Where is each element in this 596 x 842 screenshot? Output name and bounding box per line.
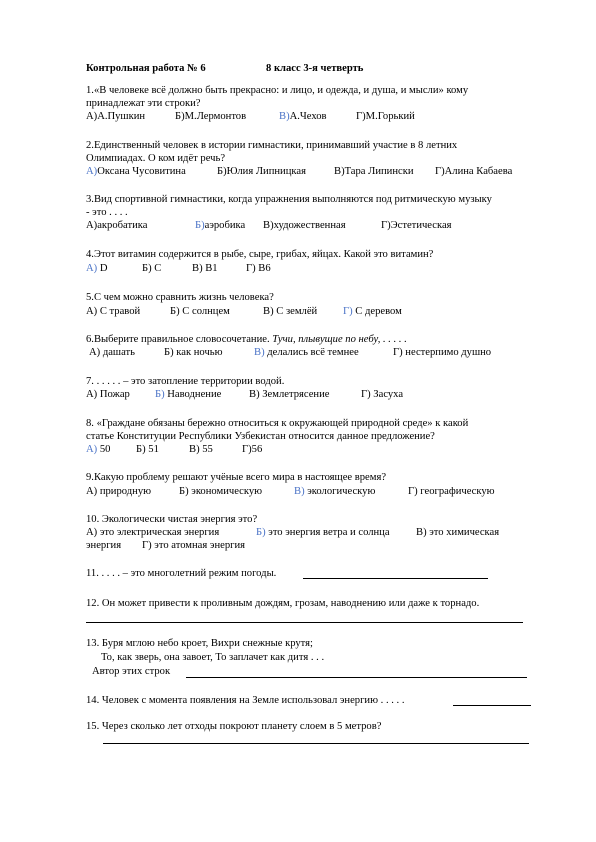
question-italic-phrase: Тучи, плывущие по небу, . . . . . <box>272 334 407 345</box>
option-d: Г) Засуха <box>361 389 404 400</box>
option-c: В) делались всё темнее <box>254 347 359 358</box>
option-d: Г) В6 <box>246 263 271 274</box>
option-a: А) природную <box>86 486 152 497</box>
option-d: Г) С деревом <box>343 306 402 317</box>
option-b: Б) С <box>142 263 162 274</box>
option-d: Г)Эстетическая <box>381 220 452 231</box>
question-text: 12. Он может привести к проливным дождям, грозам, наводнению или даже к торнадо. <box>86 598 480 609</box>
answer-line[interactable] <box>186 677 527 678</box>
question-text: 7. . . . . . – это затопление территории водой. <box>86 376 285 387</box>
option-a: А) это электрическая энергия <box>86 527 220 538</box>
option-b: Б) С солнцем <box>170 306 230 317</box>
question-text: 10. Экологически чистая энергия это? <box>86 514 258 525</box>
answer-line[interactable] <box>303 578 488 579</box>
question-text: Олимпиадах. О ком идёт речь? <box>86 153 226 164</box>
option-a: А) D <box>86 263 108 274</box>
option-c: В)художественная <box>263 220 346 231</box>
option-d: Г) нестерпимо душно <box>393 347 492 358</box>
answer-line[interactable] <box>103 743 529 744</box>
question-text: 5.С чем можно сравнить жизнь человека? <box>86 292 274 303</box>
question-text: принадлежат эти строки? <box>86 98 201 109</box>
option-b: Б)аэробика <box>195 220 246 231</box>
option-d: Г)Алина Кабаева <box>435 166 513 177</box>
option-c: В) экологическую <box>294 486 376 497</box>
option-c: В) В1 <box>192 263 218 274</box>
option-a: А) дашать <box>89 347 135 358</box>
option-c: В) С землёй <box>263 306 318 317</box>
worksheet-title: Контрольная работа № 6 <box>86 63 206 74</box>
option-d: Г)56 <box>242 444 263 455</box>
option-b: Б)Юлия Липницкая <box>217 166 306 177</box>
option-c: В) это химическая <box>416 527 500 538</box>
option-a: А)акробатика <box>86 220 148 231</box>
question-text: 6.Выберите правильное словосочетание. Тучи, плывущие по небу, . . . . . <box>86 334 407 345</box>
option-a: А) Пожар <box>86 389 130 400</box>
answer-line[interactable] <box>86 622 523 623</box>
option-b: Б) это энергия ветра и солнца <box>256 527 390 538</box>
question-text: Автор этих строк <box>92 666 171 677</box>
question-text: 15. Через сколько лет отходы покроют планету слоем в 5 метров? <box>86 721 382 732</box>
question-text: статье Конституции Республики Узбекистан относится данное предложение? <box>86 431 435 442</box>
question-text: - это . . . . <box>86 207 128 218</box>
option-b: Б) Наводнение <box>155 389 222 400</box>
option-b: Б) 51 <box>136 444 159 455</box>
option-b: Б)М.Лермонтов <box>175 111 247 122</box>
option-a: А)А.Пушкин <box>86 111 146 122</box>
option-a: А)Оксана Чусовитина <box>86 166 186 177</box>
question-text: 14. Человек с момента появления на Земле использовал энергию . . . . . <box>86 695 405 706</box>
option-b: Б) как ночью <box>164 347 223 358</box>
option-c: В) Землетрясение <box>249 389 330 400</box>
option-a: А) 50 <box>86 444 111 455</box>
class-quarter-label: 8 класс 3-я четверть <box>266 63 364 74</box>
answer-line[interactable] <box>453 705 531 706</box>
option-a: А) С травой <box>86 306 141 317</box>
question-text: 9.Какую проблему решают учёные всего мира в настоящее время? <box>86 472 387 483</box>
option-c: В)Тара Липински <box>334 166 414 177</box>
option-c-continued: энергия <box>86 540 122 551</box>
option-d: Г) географическую <box>408 486 495 497</box>
poem-line: То, как зверь, она завоет, То заплачет как дитя . . . <box>101 652 325 663</box>
question-text: 1.«В человеке всё должно быть прекрасно: и лицо, и одежда, и душа, и мысли» кому <box>86 85 469 96</box>
option-b: Б) экономическую <box>179 486 263 497</box>
question-text: 11. . . . . – это многолетний режим погоды. <box>86 568 277 579</box>
option-c: В) 55 <box>189 444 213 455</box>
option-d: Г) это атомная энергия <box>142 540 245 551</box>
question-text: 2.Единственный человек в истории гимнастики, принимавший участие в 8 летних <box>86 140 458 151</box>
poem-line: 13. Буря мглою небо кроет, Вихри снежные крутя; <box>86 638 313 649</box>
question-text: 4.Этот витамин содержится в рыбе, сыре, грибах, яйцах. Какой это витамин? <box>86 249 434 260</box>
question-text: 8. «Граждане обязаны бережно относиться к окружающей природной среде» к какой <box>86 418 469 429</box>
question-text: 3.Вид спортивной гимнастики, когда упражнения выполняются под ритмическую музыку <box>86 194 492 205</box>
option-d: Г)М.Горький <box>356 111 415 122</box>
option-c: В)А.Чехов <box>279 111 327 122</box>
